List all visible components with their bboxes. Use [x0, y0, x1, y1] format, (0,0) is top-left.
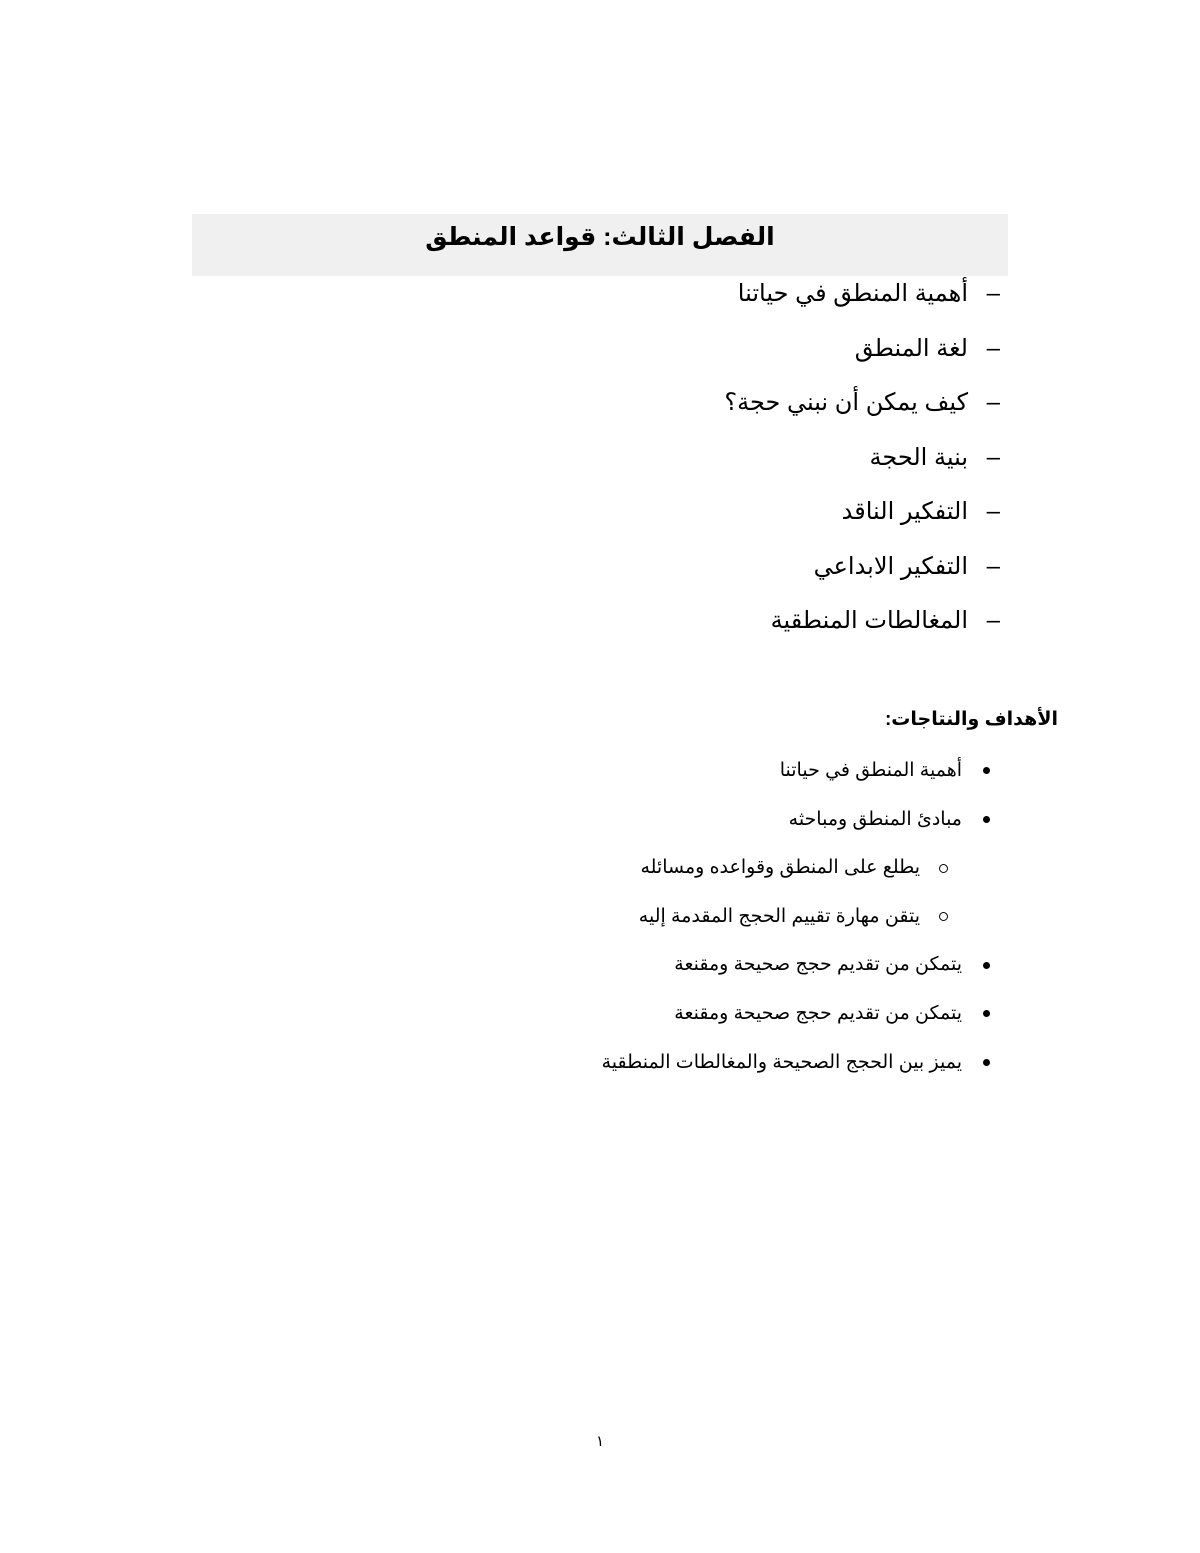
bullet-marker [962, 950, 992, 980]
goal-text: يتمكن من تقديم حجج صحيحة ومقنعة [674, 1002, 962, 1024]
page-number: ١ [595, 1433, 605, 1450]
goal-text: يميز بين الحجج الصحيحة والمغالطات المنطقية [601, 1051, 962, 1073]
goal-text: مبادئ المنطق ومباحثه [788, 808, 962, 830]
dash-marker: – [986, 280, 1000, 307]
topic-text: أهمية المنطق في حياتنا [737, 280, 968, 307]
topic-item [724, 278, 1000, 333]
topic-text: كيف يمكن أن نبني حجة؟ [724, 389, 968, 416]
bullet-marker [962, 805, 992, 835]
dash-marker: – [986, 389, 1000, 416]
topic-item [724, 442, 1000, 497]
dash-marker: – [986, 607, 1000, 634]
goal-item [602, 805, 992, 854]
topic-item [724, 496, 1000, 551]
goal-text: يطلع على المنطق وقواعده ومسائله [640, 857, 920, 879]
topic-item [724, 551, 1000, 606]
goals-list [602, 756, 992, 1096]
topics-list [724, 278, 1000, 660]
topic-text: التفكير الناقد [841, 498, 968, 525]
goal-subitem [602, 853, 992, 902]
goal-text: يتقن مهارة تقييم الحجج المقدمة إليه [638, 905, 920, 927]
goal-text: يتمكن من تقديم حجج صحيحة ومقنعة [674, 954, 962, 976]
goal-item [602, 756, 992, 805]
dash-marker: – [986, 552, 1000, 580]
filled-bullet-icon [983, 767, 990, 774]
dash-marker: – [986, 334, 1000, 362]
filled-bullet-icon [983, 1059, 990, 1066]
bullet-marker [962, 756, 992, 786]
bullet-marker [920, 853, 950, 883]
filled-bullet-icon [983, 1010, 990, 1017]
goal-item [602, 950, 992, 999]
hollow-bullet-icon [939, 912, 948, 921]
topic-text: المغالطات المنطقية [770, 607, 968, 634]
chapter-title-band [192, 214, 1008, 276]
dash-marker: – [986, 443, 1000, 471]
topic-text: بنية الحجة [869, 443, 968, 471]
topic-text: لغة المنطق [854, 334, 968, 362]
goal-item [602, 1048, 992, 1097]
bullet-marker [962, 999, 992, 1029]
bullet-marker [920, 902, 950, 932]
goal-subitem [602, 902, 992, 951]
topic-text: التفكير الابداعي [813, 552, 968, 580]
filled-bullet-icon [983, 816, 990, 823]
topic-item [724, 387, 1000, 442]
goals-heading: الأهداف والنتاجات: [884, 709, 1058, 730]
topic-item [724, 605, 1000, 660]
hollow-bullet-icon [939, 864, 948, 873]
filled-bullet-icon [983, 962, 990, 969]
bullet-marker [962, 1048, 992, 1078]
goal-text: أهمية المنطق في حياتنا [779, 760, 962, 781]
dash-marker: – [986, 498, 1000, 525]
goal-item [602, 999, 992, 1048]
chapter-title: الفصل الثالث: قواعد المنطق [425, 223, 775, 251]
topic-item [724, 333, 1000, 388]
